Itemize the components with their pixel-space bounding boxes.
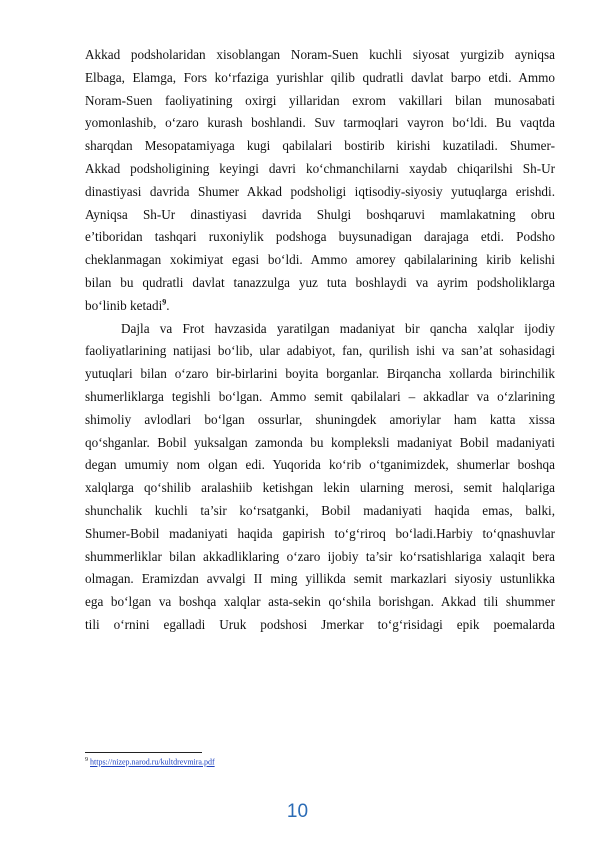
body-text xyxy=(85,44,555,637)
text-line: bilan bu qudratli davlat tanazzulga yuz tuta boshlaydi va ayrim podsholiklarga xyxy=(85,274,555,290)
text-line: Noram-Suen faoliyatining oxirgi yillaridan exrom vakillari bilan munosabati xyxy=(85,92,555,108)
text-line: xalqlarga qo‘shilib aralashiib ketishgan lekin ularning merosi, semit halqlariga xyxy=(85,480,555,496)
text-line: ega bo‘lgan va boshqa xalqlar asta-sekin qo‘shila borishgan. Akkad tili shummer xyxy=(85,594,555,610)
text-line: shummerliklar bilan akkadliklaring o‘zaro ijobiy ta’sir ko‘rsatishlariga xalaqit bera xyxy=(85,548,555,564)
footnote xyxy=(85,757,215,767)
text-line: olmagan. Eramizdan avvalgi II ming yillikda semit markazlari siyosiy ustunlikka xyxy=(85,571,555,587)
text-line: dinastiyasi davrida Shumer Akkad podsholigi iqtisodiy-siyosiy yutuqlarga erishdi. xyxy=(85,183,555,199)
paragraph-1 xyxy=(85,44,555,318)
text-line: e’tiboridan tashqari ruxoniylik podshoga buysunadigan darajaga etdi. Podsho xyxy=(85,229,555,245)
footnote-reference[interactable]: 9 xyxy=(162,297,167,307)
text-line: cheklanmagan xokimiyat egasi bo‘ldi. Ammo amorey qabilalarining kirib kelishi xyxy=(85,252,555,268)
text-fragment: bo‘linib ketadi xyxy=(85,297,163,313)
text-line: Ayniqsa Sh-Ur dinastiyasi davrida Shulgi boshqaruvi mamlakatning obru xyxy=(85,206,555,222)
text-line: Akkad podsholaridan xisoblangan Noram-Suen kuchli siyosat yurgizib ayniqsa xyxy=(85,47,555,62)
footnote-separator xyxy=(85,752,202,753)
sentence-end: . xyxy=(166,297,170,313)
text-line: qo‘shganlar. Bobil yuksalgan zamonda bu kompleksli madaniyat Bobil madaniyati xyxy=(85,434,555,450)
text-line: yomonlashib, o‘zaro kurash boshlandi. Suv tarmoqlari vayron bo‘ldi. Bu vaqtda xyxy=(85,115,555,131)
text-line: Akkad podsholigining keyingi davri ko‘chmanchilarni xaydab chiqarilshi Sh-Ur xyxy=(85,160,555,176)
text-line: degan umumiy nom olgan edi. Yuqorida ko‘rib o‘tganimizdek, shumerlar boshqa xyxy=(85,457,555,473)
footnote-number: 9 xyxy=(85,757,88,763)
text-line: shumerliklarga tegishli bo‘lgan. Ammo semit qabilalari – akkadlar va o‘zlarining xyxy=(85,388,555,404)
footnote-link[interactable]: https://nizep.narod.ru/kultdrevmira.pdf xyxy=(90,757,215,767)
text-line: Elbaga, Elamga, Fors ko‘rfaziga yurishlar qilib qudratli davlat barpo etdi. Ammo xyxy=(85,69,555,85)
paragraph-2 xyxy=(85,318,555,637)
text-line-last xyxy=(85,295,555,318)
text-line: tili o‘rnini egalladi Uruk podshosi Jmerkar to‘g‘risidagi epik poemalarda xyxy=(85,616,555,632)
text-line: faoliyatlarining natijasi bo‘lib, ular adabiyot, fan, qurilish ishi va san’at sohasidagi xyxy=(85,343,555,359)
text-line: shunchalik kuchli ta’sir ko‘rsatganki, Bobil madaniyati haqida emas, balki, xyxy=(85,502,555,518)
text-line: yutuqlari bilan o‘zaro bir-birlarini boyita borganlar. Birqancha xollarda birinchilik xyxy=(85,366,555,382)
text-line-indented: Dajla va Frot havzasida yaratilgan madaniyat bir qancha xalqlar ijodiy xyxy=(121,320,555,336)
page-number: 10 xyxy=(286,801,309,822)
text-line: sharqdan Mesopatamiyaga kugi qabilalari bostirib kirishi kuzatiladi. Shumer- xyxy=(85,138,555,154)
text-line: shimoliy avlodlari bo‘lgan ossurlar, shuningdek amoriylar ham katta xissa xyxy=(85,411,555,427)
text-line: Shumer-Bobil madaniyati haqida gapirish to‘g‘riroq bo‘ladi.Harbiy to‘qnashuvlar xyxy=(85,525,555,541)
